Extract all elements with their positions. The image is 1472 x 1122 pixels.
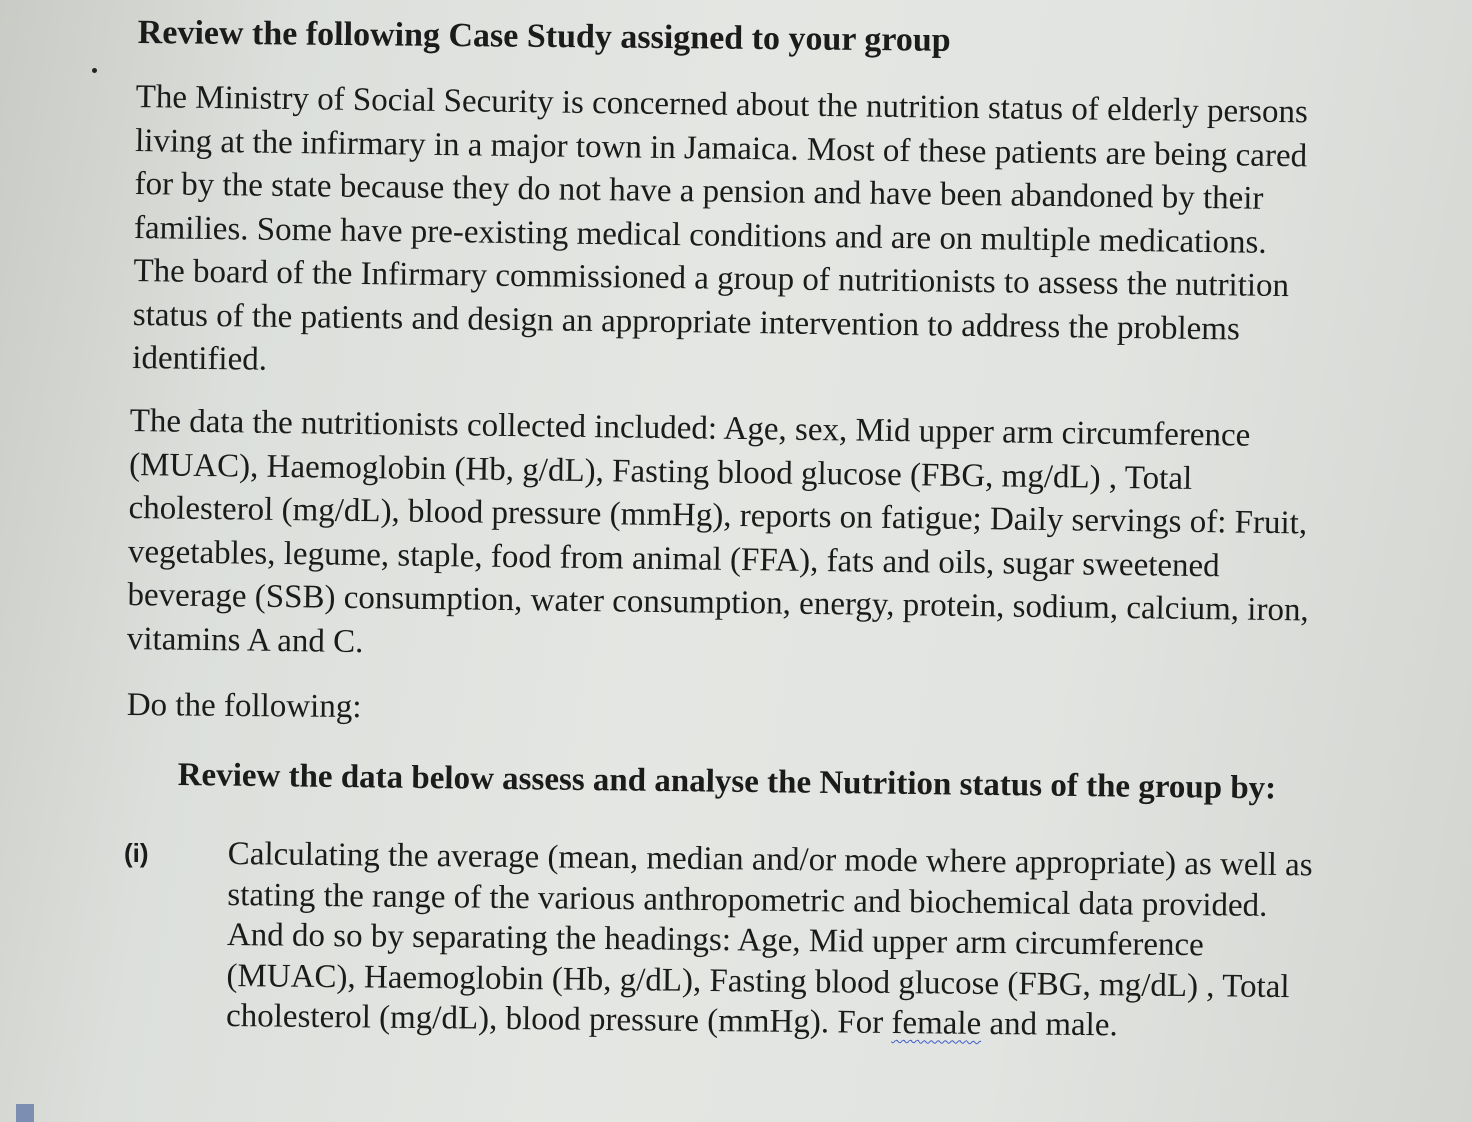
item-last-line-end: and male.: [981, 1005, 1118, 1044]
item-line: Calculating the average (mean, median and/or mode where appropriate) as well as: [227, 835, 1313, 884]
paragraph-line: vitamins A and C.: [126, 620, 364, 660]
item-last-line-start: cholesterol (mg/dL), blood pressure (mmHg). For: [225, 997, 892, 1041]
item-number: (i): [124, 838, 149, 868]
paragraph-line: identified.: [132, 339, 268, 378]
item-line: (MUAC), Haemoglobin (Hb, g/dL), Fasting blood glucose (FBG, mg/dL) , Total: [226, 957, 1290, 1005]
paragraph-line: vegetables, legume, staple, food from animal (FFA), fats and oils, sugar sweetened: [127, 533, 1220, 584]
task-item-text: [226, 834, 1313, 1048]
data-collected-paragraph: [127, 400, 1312, 676]
paragraph-line: The data the nutritionists collected included: Age, sex, Mid upper arm circumference: [129, 402, 1251, 454]
instruction-text: Do the following:: [126, 686, 362, 726]
stray-dot: [92, 68, 97, 73]
case-study-heading: Review the following Case Study assigned to your group: [137, 13, 951, 59]
paragraph-line: The board of the Infirmary commissioned a group of nutritionists to assess the nutrition: [133, 252, 1290, 305]
paragraph-line: families. Some have pre-existing medical conditions and are on multiple medications.: [133, 209, 1267, 261]
item-line: And do so by separating the headings: Age, Mid upper arm circumference: [226, 916, 1204, 964]
paragraph-line: beverage (SSB) consumption, water consumption, energy, protein, sodium, calcium, iron,: [127, 576, 1309, 629]
item-line: stating the range of the various anthropometric and biochemical data provided.: [227, 876, 1268, 924]
paragraph-line: (MUAC), Haemoglobin (Hb, g/dL), Fasting blood glucose (FBG, mg/dL) , Total: [128, 446, 1193, 497]
spellcheck-flagged-word[interactable]: female: [891, 1004, 982, 1042]
paragraph-line: living at the infirmary in a major town in Jamaica. Most of these patients are being cared: [134, 122, 1308, 174]
screen-edge-fragment: [16, 1104, 34, 1122]
case-description-paragraph: [132, 76, 1308, 396]
paragraph-line: cholesterol (mg/dL), blood pressure (mmHg), reports on fatigue; Daily servings of: Fruit,: [128, 489, 1308, 542]
paragraph-line: for by the state because they do not have a pension and have been abandoned by their: [134, 165, 1264, 217]
paragraph-line: status of the patients and design an appropriate intervention to address the problems: [132, 296, 1241, 347]
paragraph-line: The Ministry of Social Security is concerned about the nutrition status of elderly persons: [135, 78, 1309, 131]
task-sub-heading: Review the data below assess and analyse the Nutrition status of the group by:: [177, 756, 1277, 807]
